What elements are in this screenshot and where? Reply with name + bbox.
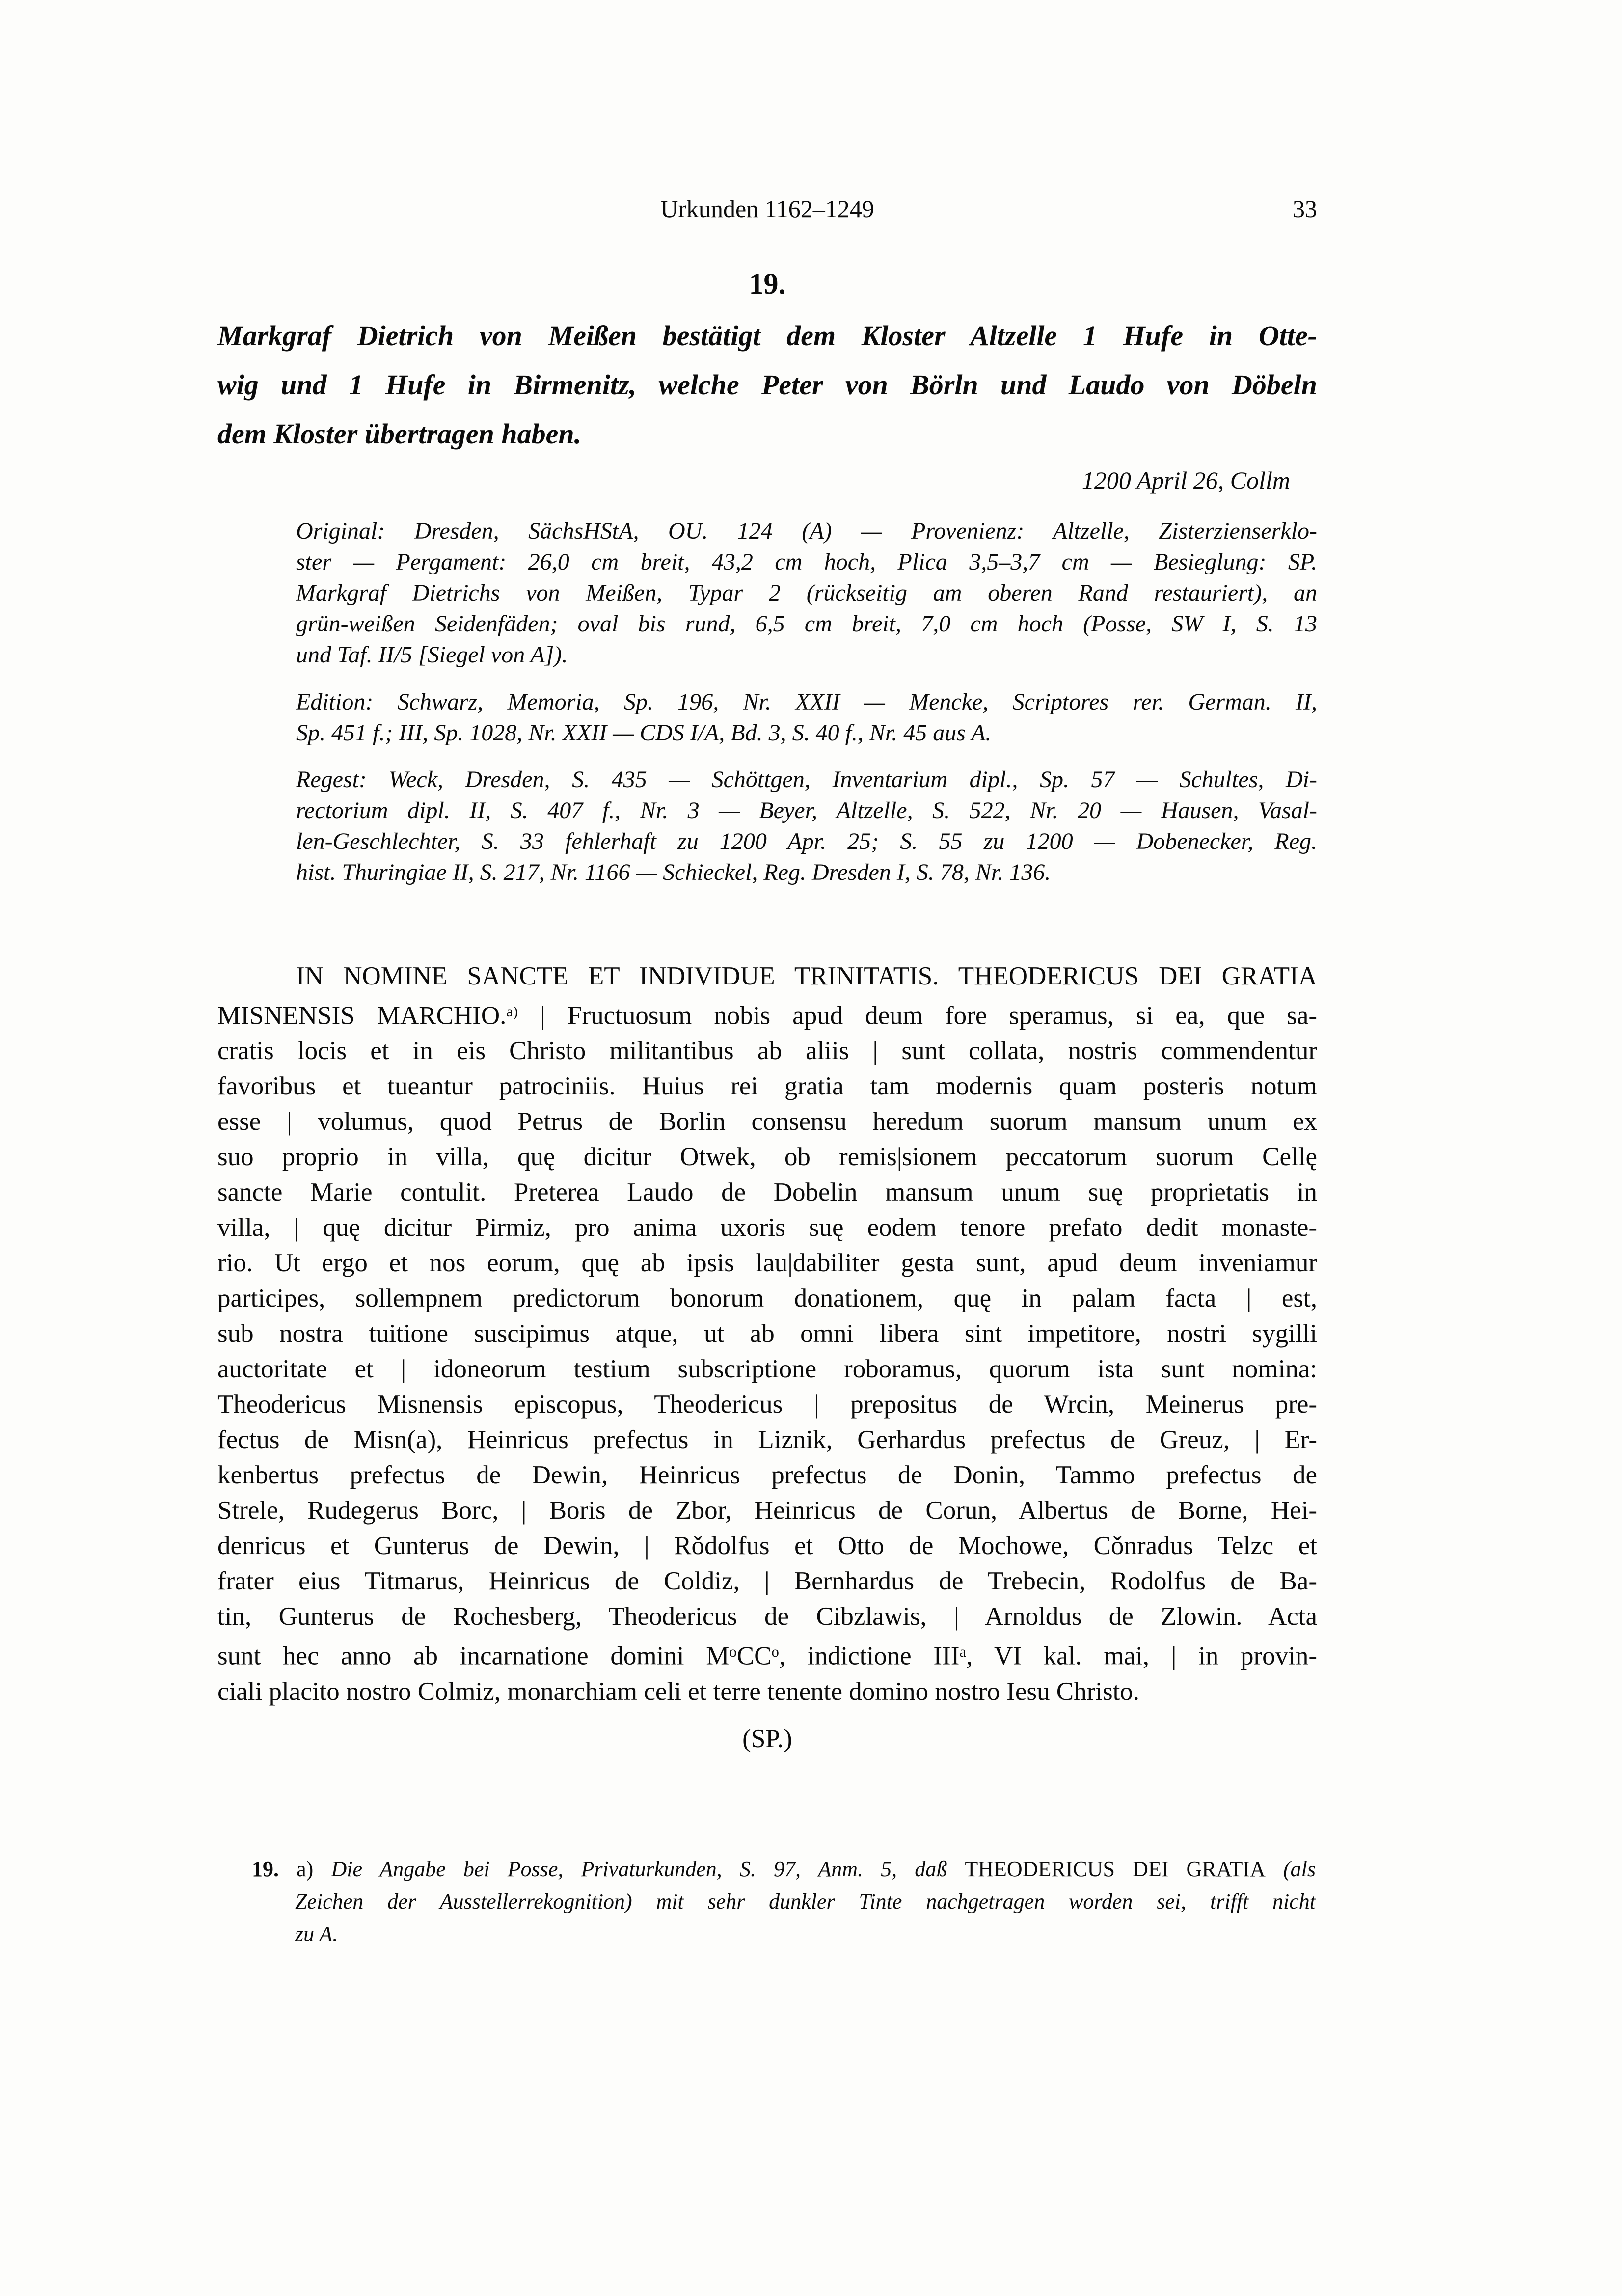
running-header	[217, 194, 1317, 223]
charter-text	[217, 958, 1317, 1709]
text-line: Theodericus Misnensis episcopus, Theodericus | prepositus de Wrcin, Meinerus pre-	[217, 1390, 1317, 1419]
text-line: wig und 1 Hufe in Birmenitz, welche Peter von Börln und Laudo von Döbeln	[217, 369, 1317, 401]
text-line: ciali placito nostro Colmiz, monarchiam celi et terre tenente domino nostro Iesu Christo.	[217, 1677, 1140, 1706]
text-line: MISNENSIS MARCHIO.$^{a)}$ | Fructuosum nobis apud deum fore speramus, si ea, que sa-	[217, 1001, 1318, 1030]
text-line: favoribus et tueantur patrociniis. Huius rei gratia tam modernis quam posteris notum	[217, 1072, 1317, 1101]
text-line: kenbertus prefectus de Dewin, Heinricus prefectus de Donin, Tammo prefectus de	[217, 1461, 1317, 1490]
footnote	[252, 1853, 1316, 1950]
text-line: und Taf. II/5 [Siegel von A]).	[296, 642, 568, 668]
text-line: suo proprio in villa, quę dicitur Otwek, ob remis|sionem peccatorum suorum Cellę	[217, 1143, 1317, 1172]
text-line: Zeichen der Ausstellerrekognition) mit sehr dunkler Tinte nachgetragen worden sei, trifft nicht	[295, 1889, 1316, 1913]
regest-paragraph	[296, 764, 1317, 888]
text-line: len-Geschlechter, S. 33 fehlerhaft zu 1200 Apr. 25; S. 55 zu 1200 — Dobenecker, Reg.	[296, 828, 1317, 854]
charter-number: 19.	[749, 268, 786, 300]
text-line: cratis locis et in eis Christo militantibus ab aliis | sunt collata, nostris commendentur	[217, 1037, 1317, 1066]
text-line: Original: Dresden, SächsHStA, OU. 124 (A) — Provenienz: Altzelle, Zisterzienserklo-	[296, 518, 1317, 544]
text-line: sunt hec anno ab incarnatione domini $M^oCC^o$, indictione III$^a$, VI kal. mai, | in provin-	[217, 1641, 1317, 1670]
text-line: hist. Thuringiae II, S. 217, Nr. 1166 — Schieckel, Reg. Dresden I, S. 78, Nr. 136.	[296, 859, 1051, 885]
text-line: dem Kloster übertragen haben.	[217, 418, 582, 450]
charter-heading	[217, 311, 1317, 459]
text-line: 19. a) Die Angabe bei Posse, Privaturkunden, S. 97, Anm. 5, daß THEODERICUS DEI GRATIA (als	[252, 1857, 1316, 1881]
text-line: Markgraf Dietrich von Meißen bestätigt dem Kloster Altzelle 1 Hufe in Otte-	[217, 320, 1317, 352]
text-line: tin, Gunterus de Rochesberg, Theodericus de Cibzlawis, | Arnoldus de Zlowin. Acta	[217, 1602, 1317, 1631]
text-line: zu A.	[295, 1922, 338, 1946]
edition-paragraph	[296, 686, 1317, 748]
text-line: participes, sollempnem predictorum bonorum donationem, quę in palam facta | est,	[217, 1284, 1317, 1313]
text-line: IN NOMINE SANCTE ET INDIVIDUE TRINITATIS. THEODERICUS DEI GRATIA	[296, 962, 1317, 990]
text-line: rio. Ut ergo et nos eorum, quę ab ipsis lau|dabiliter gesta sunt, apud deum inveniamur	[217, 1249, 1317, 1278]
text-line: sub nostra tuitione suscipimus atque, ut ab omni libera sint impetitore, nostri sygilli	[217, 1319, 1317, 1348]
text-line: Regest: Weck, Dresden, S. 435 — Schöttgen, Inventarium dipl., Sp. 57 — Schultes, Di-	[296, 766, 1317, 793]
page-number: 33	[1293, 195, 1317, 222]
text-line: denricus et Gunterus de Dewin, | Rǒdolfus et Otto de Mochowe, Cǒnradus Telzc et	[217, 1531, 1317, 1560]
text-line: auctoritate et | idoneorum testium subscriptione roboramus, quorum ista sunt nomina:	[217, 1355, 1317, 1384]
text-line: fectus de Misn(a), Heinricus prefectus in Liznik, Gerhardus prefectus de Greuz, | Er-	[217, 1425, 1317, 1454]
charter-dateline: 1200 April 26, Collm	[1081, 466, 1290, 494]
text-line: villa, | quę dicitur Pirmiz, pro anima uxoris suę eodem tenore prefato dedit monaste-	[217, 1213, 1317, 1242]
text-line: Edition: Schwarz, Memoria, Sp. 196, Nr. XXII — Mencke, Scriptores rer. German. II,	[296, 689, 1317, 715]
text-line: frater eius Titmarus, Heinricus de Coldiz, | Bernhardus de Trebecin, Rodolfus de Ba-	[217, 1567, 1317, 1596]
text-line: grün-weißen Seidenfäden; oval bis rund, 6,5 cm breit, 7,0 cm hoch (Posse, SW I, S. 13	[296, 611, 1317, 637]
seal-note: (SP.)	[742, 1724, 792, 1753]
text-line: esse | volumus, quod Petrus de Borlin consensu heredum suorum mansum unum ex	[217, 1107, 1317, 1136]
text-line: Strele, Rudegerus Borc, | Boris de Zbor, Heinricus de Corun, Albertus de Borne, Hei-	[217, 1496, 1317, 1525]
original-paragraph	[296, 516, 1317, 670]
text-line: Markgraf Dietrichs von Meißen, Typar 2 (rückseitig am oberen Rand restauriert), an	[296, 580, 1317, 606]
text-line: rectorium dipl. II, S. 407 f., Nr. 3 — Beyer, Altzelle, S. 522, Nr. 20 — Hausen, Vasal-	[296, 797, 1317, 823]
text-line: ster — Pergament: 26,0 cm breit, 43,2 cm hoch, Plica 3,5–3,7 cm — Besieglung: SP.	[296, 549, 1317, 575]
running-header-title: Urkunden 1162–1249	[660, 195, 874, 222]
text-line: sancte Marie contulit. Preterea Laudo de Dobelin mansum unum suę proprietatis in	[217, 1178, 1317, 1207]
text-line: Sp. 451 f.; III, Sp. 1028, Nr. XXII — CDS I/A, Bd. 3, S. 40 f., Nr. 45 aus A.	[296, 720, 992, 746]
